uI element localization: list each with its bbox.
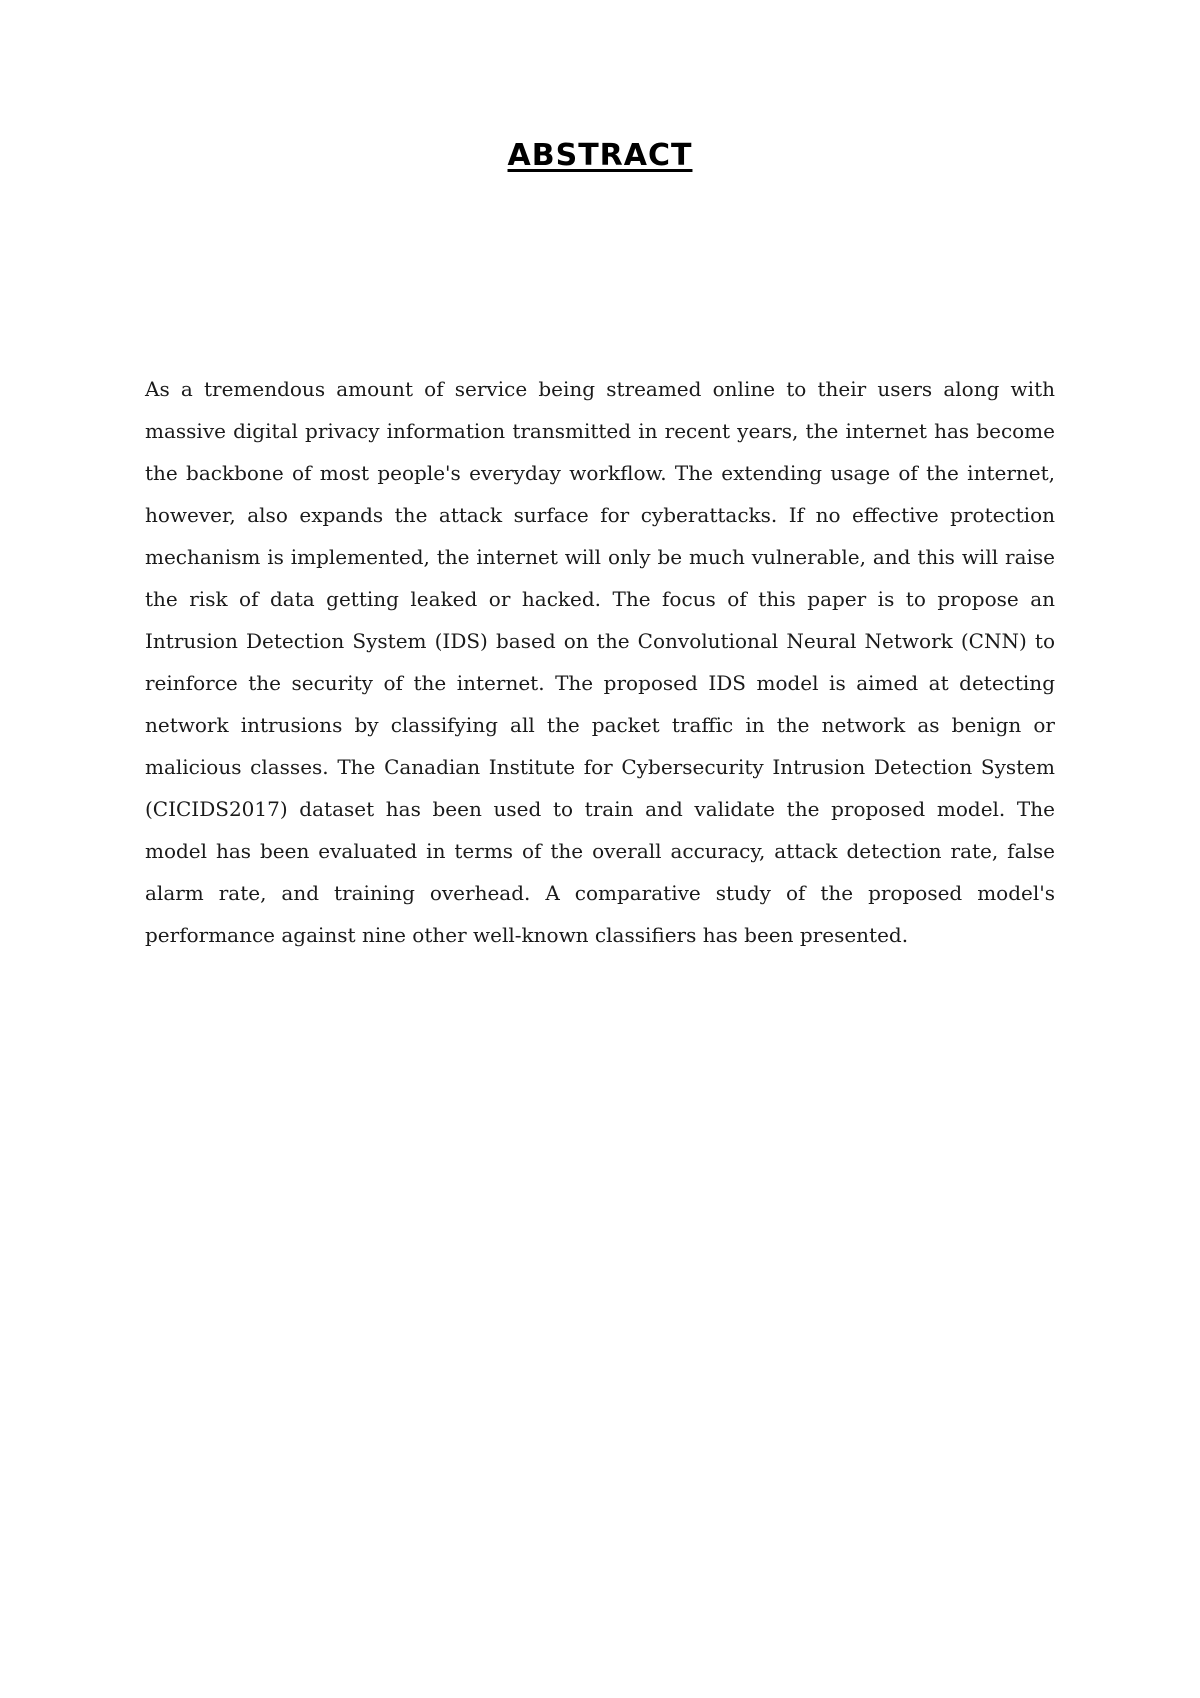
abstract-paragraph: As a tremendous amount of service being streamed online to their users along with massive digital privacy information transmitted in recent years, the internet has become the backbone of most people's everyday workflow. The extending usage of the internet, however, also expands the attack surface for cyberattacks. If no effective protection mechanism is implemented, the internet will only be much vulnerable, and this will raise the risk of data getting leaked or hacked. The focus of this paper is to propose an Intrusion Detection System (IDS) based on the Convolutional Neural Network (CNN) to reinforce the security of the internet. The proposed IDS model is aimed at detecting network intrusions by classifying all the packet traffic in the network as benign or malicious classes. The Canadian Institute for Cybersecurity Intrusion Detection System (CICIDS2017) dataset has been used to train and validate the proposed model. The model has been evaluated in terms of the overall accuracy, attack detection rate, false alarm rate, and training overhead. A comparative study of the proposed model's performance against nine other well-known classifiers has been presented.: [145, 377, 1055, 947]
abstract-heading: ABSTRACT: [507, 138, 693, 173]
